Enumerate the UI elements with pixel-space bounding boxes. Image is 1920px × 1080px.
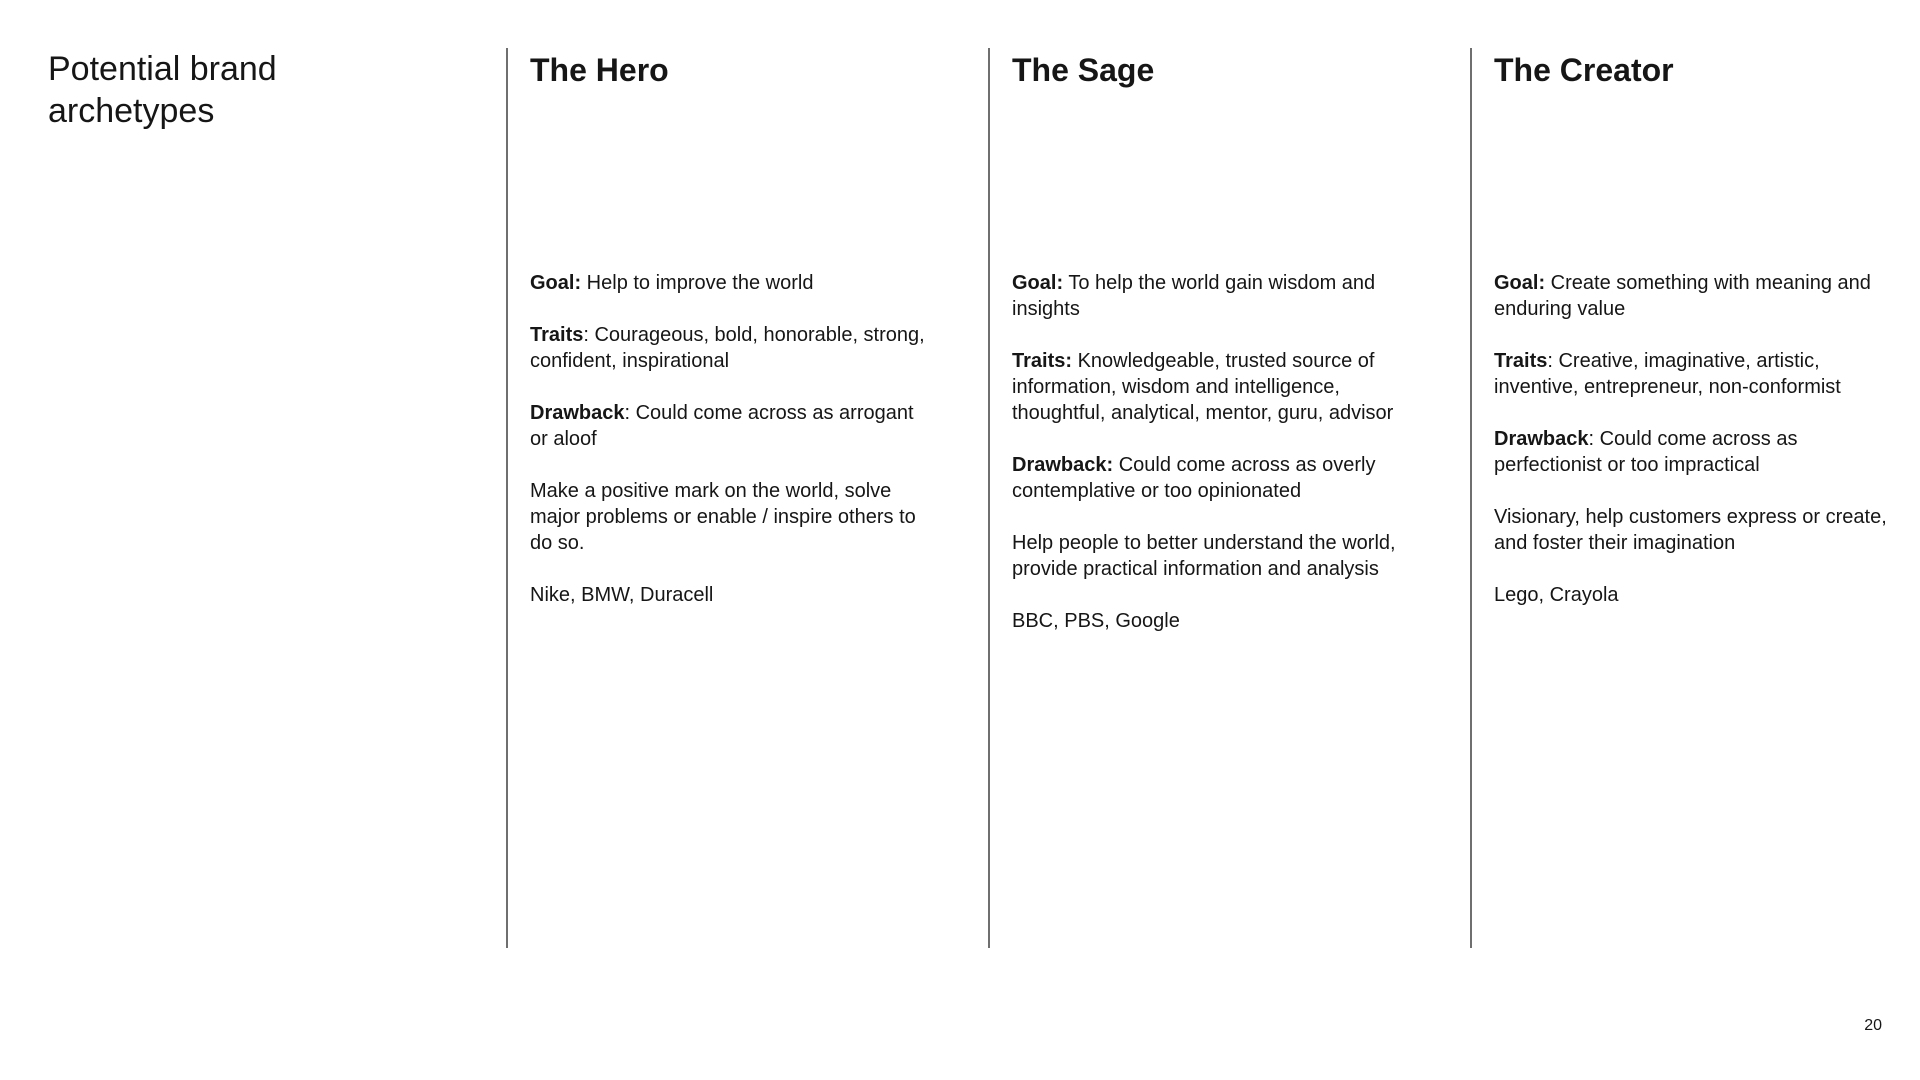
archetype-body [1012, 270, 1412, 660]
goal-text: To help the world gain wisdom and insights [1012, 272, 1376, 320]
archetype-column-hero [506, 48, 988, 948]
drawback-label: Drawback [530, 402, 625, 424]
drawback-paragraph [530, 400, 930, 452]
archetype-heading: The Hero [530, 52, 669, 88]
description-paragraph: Visionary, help customers express or create, and foster their imagination [1494, 506, 1887, 554]
description-paragraph: Help people to better understand the world, provide practical information and analysis [1012, 532, 1396, 580]
traits-label: Traits [1494, 350, 1548, 372]
drawback-paragraph [1494, 426, 1894, 478]
goal-paragraph [530, 270, 930, 296]
goal-text: Help to improve the world [581, 272, 814, 294]
goal-paragraph [1012, 270, 1412, 322]
drawback-text: : Could come across as arrogant or aloof [530, 402, 914, 450]
slide-title: Potential brand archetypes [48, 50, 277, 130]
drawback-text: Could come across as overly contemplative or too opinionated [1012, 454, 1376, 502]
description-paragraph: Make a positive mark on the world, solve major problems or enable / inspire others to do so. [530, 480, 916, 554]
archetype-heading: The Sage [1012, 52, 1155, 88]
examples-paragraph: Lego, Crayola [1494, 584, 1619, 606]
drawback-paragraph [1012, 452, 1412, 504]
drawback-label: Drawback [1494, 428, 1589, 450]
examples-paragraph: Nike, BMW, Duracell [530, 584, 714, 606]
goal-label: Goal: [530, 272, 582, 294]
page-number: 20 [1864, 1017, 1882, 1034]
traits-label: Traits: [1012, 350, 1073, 372]
examples-paragraph: BBC, PBS, Google [1012, 610, 1180, 632]
archetype-column-creator [1470, 48, 1920, 948]
archetype-column-sage [988, 48, 1470, 948]
drawback-text: : Could come across as perfectionist or too impractical [1494, 428, 1798, 476]
traits-text: : Courageous, bold, honorable, strong, confident, inspirational [530, 324, 925, 372]
goal-paragraph [1494, 270, 1894, 322]
archetype-body [530, 270, 930, 634]
traits-paragraph [1012, 348, 1412, 426]
traits-text: Knowledgeable, trusted source of information, wisdom and intelligence, thoughtful, analytical, mentor, guru, advisor [1012, 350, 1394, 424]
traits-paragraph [530, 322, 930, 374]
archetype-body [1494, 270, 1894, 634]
drawback-label: Drawback: [1012, 454, 1114, 476]
traits-paragraph [1494, 348, 1894, 400]
traits-label: Traits [530, 324, 584, 346]
archetype-heading: The Creator [1494, 52, 1674, 88]
goal-label: Goal: [1494, 272, 1546, 294]
goal-text: Create something with meaning and enduring value [1494, 272, 1871, 320]
traits-text: : Creative, imaginative, artistic, inventive, entrepreneur, non-conformist [1494, 350, 1841, 398]
goal-label: Goal: [1012, 272, 1064, 294]
